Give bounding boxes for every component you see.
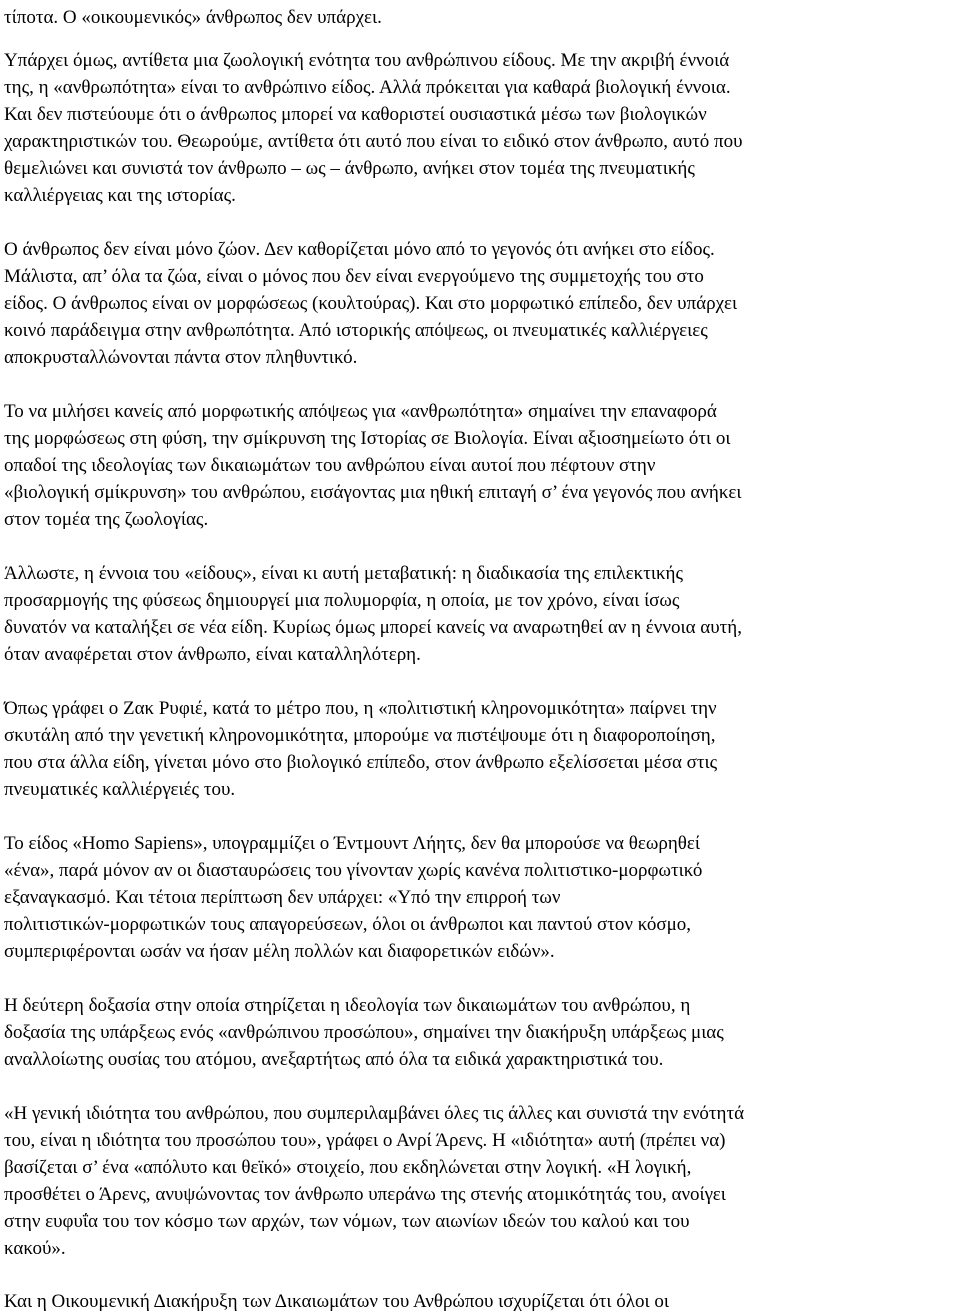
- text-line: αναλλοίωτης ουσίας του ατόμου, ανεξαρτήτως από όλα τα ειδικά χαρακτηριστικά του.: [4, 1049, 664, 1070]
- text-line: Και δεν πιστεύουμε ότι ο άνθρωπος μπορεί να καθοριστεί ουσιαστικά μέσω των βιολογικών: [4, 104, 707, 125]
- text-line: όταν αναφέρεται στον άνθρωπο, είναι καταλληλότερη.: [4, 644, 421, 665]
- paragraph-1: [4, 4, 959, 31]
- text-line: Το να μιλήσει κανείς από μορφωτικής απόψεως για «ανθρωπότητα» σημαίνει την επαναφορά: [4, 401, 717, 422]
- text-line: προσαρμογής της φύσεως δημιουργεί μια πολυμορφία, η οποία, με τον χρόνο, είναι ίσως: [4, 590, 680, 611]
- text-line: εξαναγκασμό. Και τέτοια περίπτωση δεν υπάρχει: «Υπό την επιρροή των: [4, 887, 561, 908]
- paragraph-5: [4, 560, 959, 668]
- text-line: «βιολογική σμίκρυνση» του ανθρώπου, εισάγοντας μια ηθική επιταγή σ’ ένα γεγονός που ανήκει: [4, 482, 742, 503]
- text-line: κακού».: [4, 1238, 66, 1259]
- text-line: χαρακτηριστικών του. Θεωρούμε, αντίθετα ότι αυτό που είναι το ειδικό στον άνθρωπο, αυτό που: [4, 131, 743, 152]
- text-line: στον τομέα της ζωολογίας.: [4, 509, 209, 530]
- paragraph-9: [4, 1100, 959, 1262]
- text-line: καλλιέργειας και της ιστορίας.: [4, 185, 236, 206]
- text-line: θεμελιώνει και συνιστά τον άνθρωπο – ως – άνθρωπο, ανήκει στον τομέα της πνευματικής: [4, 158, 695, 179]
- paragraph-6: [4, 695, 959, 803]
- text-line: «ένα», παρά μόνον αν οι διασταυρώσεις του γίνονταν χωρίς κανένα πολιτιστικο-μορφωτικό: [4, 860, 703, 881]
- paragraph-4: [4, 398, 959, 533]
- text-line: Το είδος «Homo Sapiens», υπογραμμίζει ο Έντμουντ Λήητς, δεν θα μπορούσε να θεωρηθεί: [4, 833, 700, 854]
- text-line: τίποτα. Ο «οικουμενικός» άνθρωπος δεν υπάρχει.: [4, 7, 382, 28]
- paragraph-2: [4, 47, 959, 209]
- text-line: της, η «ανθρωπότητα» είναι το ανθρώπινο είδος. Αλλά πρόκειται για καθαρά βιολογική έννοια.: [4, 77, 731, 98]
- text-line: Όπως γράφει ο Ζακ Ρυφιέ, κατά το μέτρο που, η «πολιτιστική κληρονομικότητα» παίρνει την: [4, 698, 717, 719]
- paragraph-10: [4, 1288, 959, 1314]
- text-line: είδος. Ο άνθρωπος είναι ον μορφώσεως (κουλτούρας). Και στο μορφωτικό επίπεδο, δεν υπάρχει: [4, 293, 738, 314]
- text-line: συμπεριφέρονται ωσάν να ήσαν μέλη πολλών και διαφορετικών ειδών».: [4, 941, 555, 962]
- text-line: αποκρυσταλλώνονται πάντα στον πληθυντικό.: [4, 347, 358, 368]
- text-line: Υπάρχει όμως, αντίθετα μια ζωολογική ενότητα του ανθρώπινου είδους. Με την ακριβή έννοιά: [4, 50, 730, 71]
- text-line: «Η γενική ιδιότητα του ανθρώπου, που συμπεριλαμβάνει όλες τις άλλες και συνιστά την ενότητά: [4, 1103, 745, 1124]
- text-line: του, είναι η ιδιότητα του προσώπου του», γράφει ο Ανρί Άρενς. Η «ιδιότητα» αυτή (πρέπει να): [4, 1130, 726, 1151]
- text-line: Ο άνθρωπος δεν είναι μόνο ζώον. Δεν καθορίζεται μόνο από το γεγονός ότι ανήκει στο είδος.: [4, 239, 715, 260]
- text-line: προσθέτει ο Άρενς, ανυψώνοντας τον άνθρωπο υπεράνω της στενής ατομικότητάς του, ανοίγει: [4, 1184, 726, 1205]
- text-line: κοινό παράδειγμα στην ανθρωπότητα. Από ιστορικής απόψεως, οι πνευματικές καλλιέργειες: [4, 320, 708, 341]
- text-line: πολιτιστικών-μορφωτικών τους απαγορεύσεων, όλοι οι άνθρωποι και παντού στον κόσμο,: [4, 914, 692, 935]
- text-line: Η δεύτερη δοξασία στην οποία στηρίζεται η ιδεολογία των δικαιωμάτων του ανθρώπου, η: [4, 995, 691, 1016]
- text-line: της μορφώσεως στη φύση, την σμίκρυνση της Ιστορίας σε Βιολογία. Είναι αξιοσημείωτο ότι οι: [4, 428, 731, 449]
- text-line: Άλλωστε, η έννοια του «είδους», είναι κι αυτή μεταβατική: η διαδικασία της επιλεκτικής: [4, 563, 683, 584]
- text-line: δυνατόν να καταλήξει σε νέα είδη. Κυρίως όμως μπορεί κανείς να αναρωτηθεί αν η έννοια αυτή,: [4, 617, 742, 638]
- text-line: δοξασία της υπάρξεως ενός «ανθρώπινου προσώπου», σημαίνει την διακήρυξη υπάρξεως μιας: [4, 1022, 724, 1043]
- paragraph-3: [4, 236, 959, 371]
- text-line: Μάλιστα, απ’ όλα τα ζώα, είναι ο μόνος που δεν είναι ενεργούμενο της συμμετοχής του στο: [4, 266, 704, 287]
- text-line: βασίζεται σ’ ένα «απόλυτο και θεϊκό» στοιχείο, που εκδηλώνεται στην λογική. «Η λογική,: [4, 1157, 692, 1178]
- text-line: οπαδοί της ιδεολογίας των δικαιωμάτων του ανθρώπου είναι αυτοί που πέφτουν στην: [4, 455, 656, 476]
- text-line: πνευματικές καλλιέργειές του.: [4, 779, 236, 800]
- text-line: Και η Οικουμενική Διακήρυξη των Δικαιωμάτων του Ανθρώπου ισχυρίζεται ότι όλοι οι: [4, 1291, 669, 1312]
- paragraph-7: [4, 830, 959, 965]
- paragraph-8: [4, 992, 959, 1073]
- text-line: σκυτάλη από την γενετική κληρονομικότητα, μπορούμε να πιστέψουμε ότι η διαφοροποίηση,: [4, 725, 716, 746]
- text-line: στην ευφυΐα του τον κόσμο των αρχών, των νόμων, των αιωνίων ιδεών του καλού και του: [4, 1211, 690, 1232]
- text-line: που στα άλλα είδη, γίνεται μόνο στο βιολογικό επίπεδο, στον άνθρωπο εξελίσσεται μέσα στις: [4, 752, 718, 773]
